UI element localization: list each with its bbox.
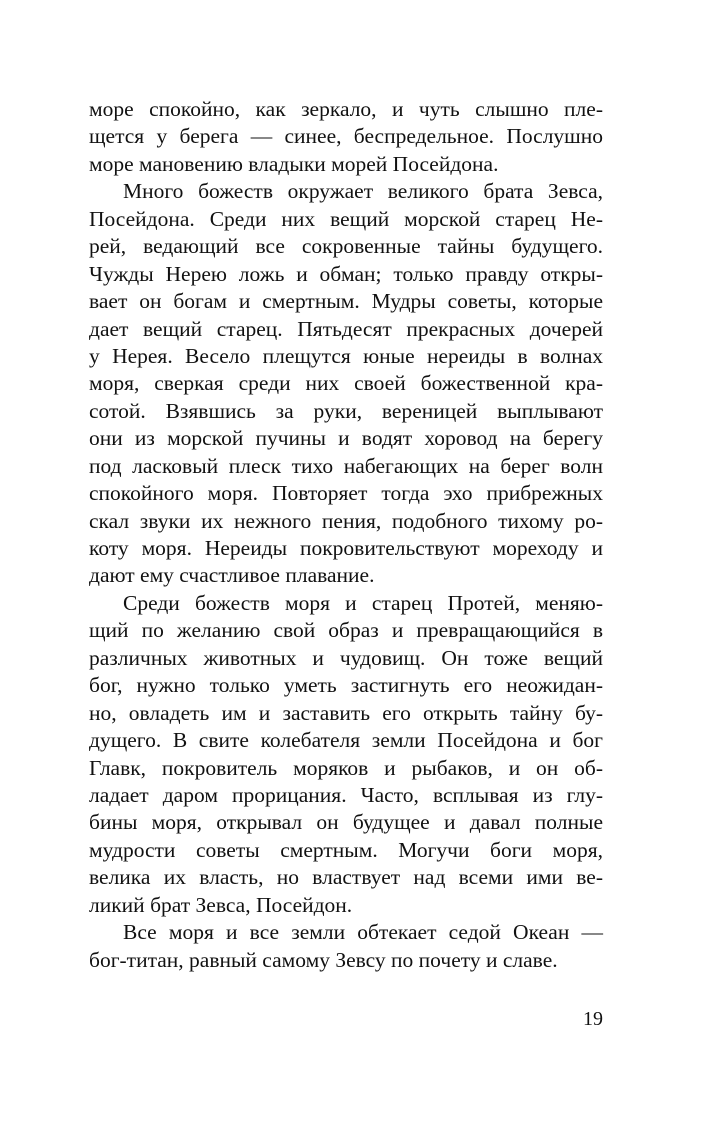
text-line: ликий брат Зевса, Посейдон. [89, 892, 353, 917]
text-line: Чужды Нерею ложь и обман; только правду откры- [89, 261, 603, 286]
text-line: щется у берега — синее, беспредельное. Послушно [89, 124, 603, 149]
body-text [89, 96, 603, 974]
text-line: бины моря, открывал он будущее и давал полные [89, 810, 603, 835]
text-line: дает вещий старец. Пятьдесят прекрасных дочерей [89, 316, 603, 341]
text-line: вает он богам и смертным. Мудры советы, которые [89, 289, 603, 314]
text-line: они из морской пучины и водят хоровод на берегу [89, 426, 603, 451]
text-line: спокойного моря. Повторяет тогда эхо прибрежных [89, 481, 603, 506]
text-line: ладает даром прорицания. Часто, всплывая из глу- [89, 782, 603, 807]
text-line: дущего. В свите колебателя земли Посейдона и бог [89, 728, 603, 753]
text-line: дают ему счастливое плавание. [89, 563, 375, 588]
text-line: коту моря. Нереиды покровительствуют мореходу и [89, 536, 603, 560]
text-line: бог-титан, равный самому Зевсу по почету и славе. [89, 947, 558, 972]
text-line: велика их власть, но властвует над всеми ими ве- [89, 865, 603, 890]
text-line: скал звуки их нежного пения, подобного тихому ро- [89, 508, 603, 533]
text-line: море спокойно, как зеркало, и чуть слышно пле- [89, 97, 603, 121]
text-line: сотой. Взявшись за руки, вереницей выплывают [89, 398, 603, 423]
page-number: 19 [583, 1008, 603, 1030]
text-line: Главк, покровитель моряков и рыбаков, и он об- [89, 755, 603, 780]
text-line: бог, нужно только уметь застигнуть его неожидан- [89, 673, 603, 698]
text-line: у Нерея. Весело плещутся юные нереиды в волнах [89, 343, 603, 368]
text-line: моря, сверкая среди них своей божественной кра- [89, 371, 603, 396]
text-line: море мановению владыки морей Посейдона. [89, 151, 499, 176]
text-line: мудрости советы смертным. Могучи боги моря, [89, 837, 603, 862]
paragraph [89, 96, 603, 178]
text-line: под ласковый плеск тихо набегающих на берег волн [89, 453, 603, 478]
text-line: Среди божеств моря и старец Протей, меняю- [123, 590, 603, 615]
text-line: Посейдона. Среди них вещий морской старец Не- [89, 206, 603, 231]
text-line: Все моря и все земли обтекает седой Океан — [123, 920, 603, 945]
text-line: рей, ведающий все сокровенные тайны будущего. [89, 234, 603, 259]
paragraph [89, 590, 603, 919]
text-line: но, овладеть им и заставить его открыть тайну бу- [89, 700, 603, 725]
text-line: Много божеств окружает великого брата Зевса, [123, 179, 603, 204]
text-line: различных животных и чудовищ. Он тоже вещий [89, 645, 603, 670]
paragraph [89, 919, 603, 974]
text-line: щий по желанию свой образ и превращающийся в [89, 618, 603, 643]
paragraph [89, 178, 603, 590]
